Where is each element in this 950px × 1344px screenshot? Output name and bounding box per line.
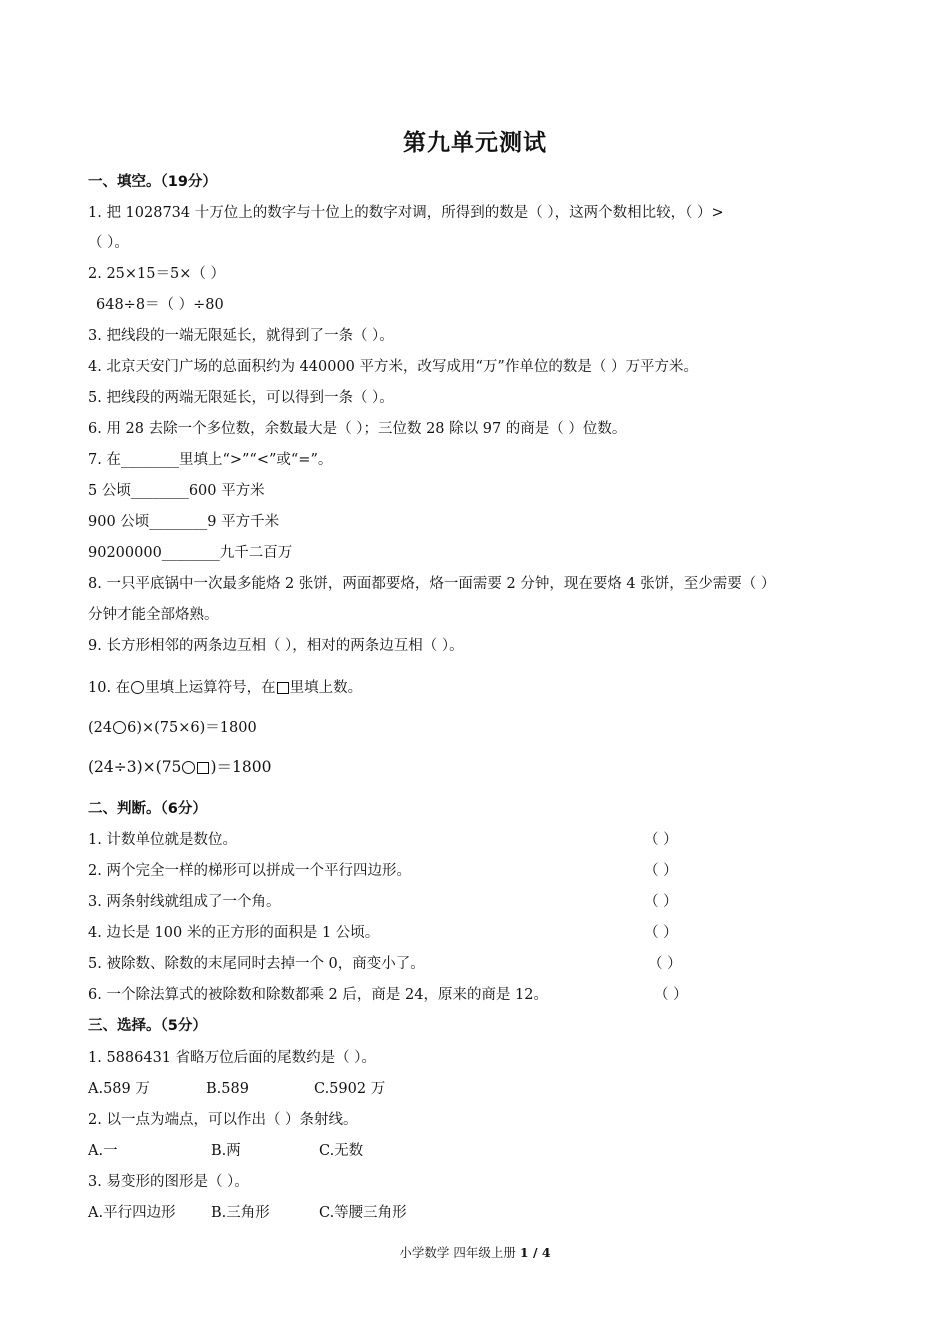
question-10-suffix: 里填上数。 xyxy=(289,680,363,696)
choice-question-3: 3. 易变形的图形是（ ）。 xyxy=(88,1174,249,1190)
question-9: 9. 长方形相邻的两条边互相（ ），相对的两条边互相（ ）。 xyxy=(88,638,464,654)
page-number: 1 / 4 xyxy=(519,1245,551,1260)
option-b: B.589 xyxy=(206,1081,249,1097)
equation-1 xyxy=(88,718,257,738)
question-1-line-2: （ ）。 xyxy=(88,235,129,251)
question-10 xyxy=(88,678,362,698)
choice-question-1-options xyxy=(88,1079,385,1099)
footer-text: 小学数学 四年级上册 xyxy=(399,1245,516,1260)
judge-item-4: 4. 边长是 100 米的正方形的面积是 1 公顷。 xyxy=(88,925,380,941)
circle-placeholder-icon xyxy=(131,681,144,694)
equation-1-right: 6)×(75×6)＝1800 xyxy=(127,720,257,736)
choice-question-3-options xyxy=(88,1203,407,1223)
circle-blank-icon xyxy=(113,721,126,734)
question-1-line-1: 1. 把 1028734 十万位上的数字与十位上的数字对调，所得到的数是（ ），这两个数相比较，（ ）> xyxy=(88,205,724,221)
judge-item-6: 6. 一个除法算式的被除数和除数都乘 2 后，商是 24，原来的商是 12。 xyxy=(88,987,549,1003)
option-b: B.两 xyxy=(211,1143,241,1159)
choice-question-2-options xyxy=(88,1141,363,1161)
answer-parens: （ ） xyxy=(654,987,688,1003)
question-2-line-2: 648÷8＝（ ）÷80 xyxy=(96,297,224,313)
question-7: 7. 在________里填上“>”“<”或“=”。 xyxy=(88,452,333,468)
option-c: C.无数 xyxy=(319,1143,364,1159)
question-10-middle: 里填上运算符号，在 xyxy=(145,680,276,696)
option-c: C.5902 万 xyxy=(314,1081,386,1097)
choice-question-1: 1. 5886431 省略万位后面的尾数约是（ ）。 xyxy=(88,1050,376,1066)
answer-parens: （ ） xyxy=(644,894,678,910)
option-a: A.平行四边形 xyxy=(88,1205,176,1221)
answer-parens: （ ） xyxy=(644,832,678,848)
question-10-prefix: 10. 在 xyxy=(88,680,131,696)
choice-question-2: 2. 以一点为端点，可以作出（ ）条射线。 xyxy=(88,1112,358,1128)
page-title: 第九单元测试 xyxy=(403,130,547,156)
equation-1-left: (24 xyxy=(88,720,113,736)
question-7-item-a: 5 公顷________600 平方米 xyxy=(88,483,265,499)
judge-item-5: 5. 被除数、除数的末尾同时去掉一个 0，商变小了。 xyxy=(88,956,425,972)
answer-parens: （ ） xyxy=(644,863,678,879)
question-6: 6. 用 28 去除一个多位数，余数最大是（ ）；三位数 28 除以 97 的商是（ ）位数。 xyxy=(88,421,627,437)
question-3: 3. 把线段的一端无限延长，就得到了一条（ ）。 xyxy=(88,328,394,344)
option-c: C.等腰三角形 xyxy=(319,1205,407,1221)
question-7-item-c: 90200000________九千二百万 xyxy=(88,545,293,561)
judge-item-2: 2. 两个完全一样的梯形可以拼成一个平行四边形。 xyxy=(88,863,411,879)
equation-2 xyxy=(88,757,271,777)
option-a: A.589 万 xyxy=(88,1081,150,1097)
square-placeholder-icon xyxy=(277,682,289,694)
judge-item-1: 1. 计数单位就是数位。 xyxy=(88,832,237,848)
option-b: B.三角形 xyxy=(211,1205,270,1221)
equation-2-left: (24÷3)×(75 xyxy=(88,758,182,776)
square-blank-icon xyxy=(197,762,209,774)
question-8-line-1: 8. 一只平底锅中一次最多能烙 2 张饼，两面都要烙，烙一面需要 2 分钟，现在要烙 4 张饼，至少需要（ ） xyxy=(88,576,776,592)
section-heading-multiple-choice: 三、选择。（5分） xyxy=(88,1018,207,1034)
answer-parens: （ ） xyxy=(644,925,678,941)
answer-parens: （ ） xyxy=(648,956,682,972)
question-2-line-1: 2. 25×15＝5×（ ） xyxy=(88,266,225,282)
circle-blank-icon xyxy=(182,761,195,774)
section-heading-fill-blank: 一、填空。（19分） xyxy=(88,174,217,190)
option-a: A.一 xyxy=(88,1143,118,1159)
question-4: 4. 北京天安门广场的总面积约为 440000 平方米，改写成用“万”作单位的数是（ ）万平方米。 xyxy=(88,359,698,375)
page-footer xyxy=(0,1244,950,1262)
question-7-item-b: 900 公顷________9 平方千米 xyxy=(88,514,280,530)
question-5: 5. 把线段的两端无限延长，可以得到一条（ ）。 xyxy=(88,390,394,406)
section-heading-true-false: 二、判断。（6分） xyxy=(88,801,207,817)
equation-2-right: )＝1800 xyxy=(210,758,272,776)
question-8-line-2: 分钟才能全部烙熟。 xyxy=(88,607,219,623)
judge-item-3: 3. 两条射线就组成了一个角。 xyxy=(88,894,281,910)
